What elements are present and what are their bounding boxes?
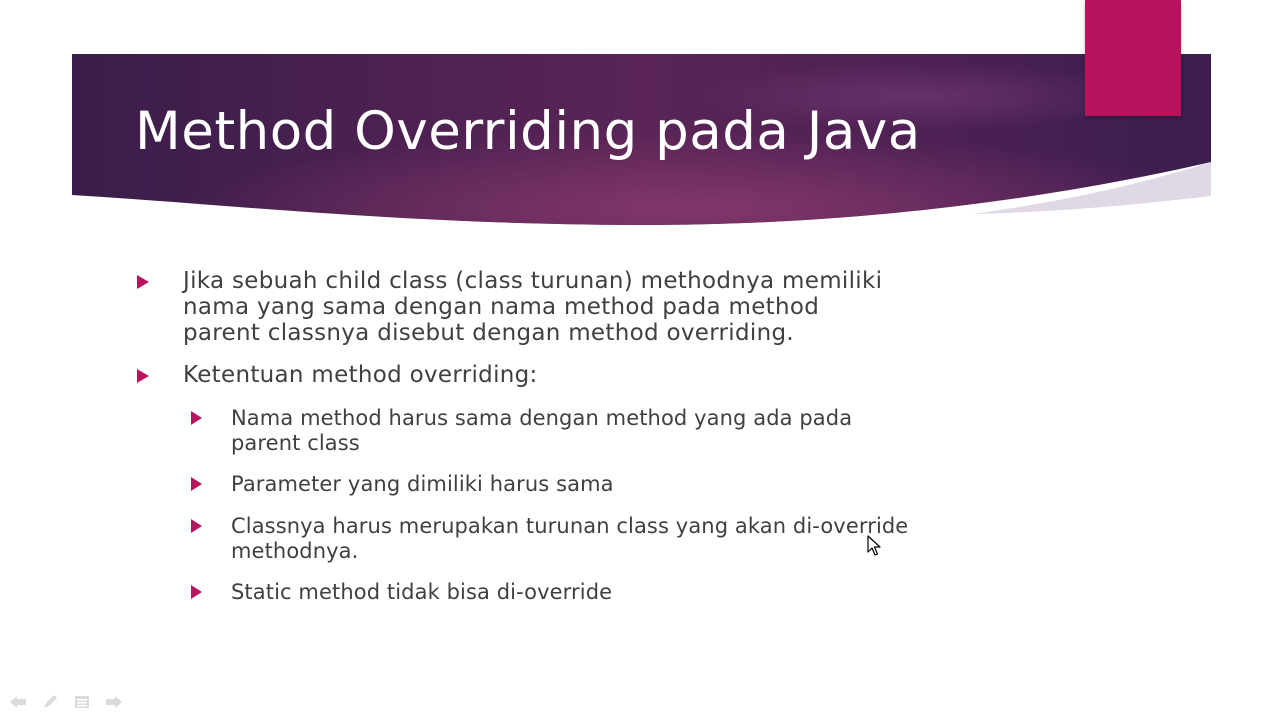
next-slide-button[interactable]: [102, 693, 126, 711]
triangle-right-icon: [191, 585, 202, 599]
triangle-right-icon: [191, 411, 202, 425]
sub-bullet-item: [191, 406, 852, 456]
slide-menu-button[interactable]: [70, 693, 94, 711]
triangle-right-icon: [137, 275, 149, 289]
sub-bullet-text: Nama method harus sama dengan method yang ada pada parent class: [231, 406, 853, 455]
bullet-item: [137, 362, 538, 388]
triangle-right-icon: [191, 519, 202, 533]
next-slide-icon: [105, 695, 123, 709]
triangle-right-icon: [137, 369, 149, 383]
bullet-item: [137, 268, 882, 346]
pen-tool-button[interactable]: [38, 693, 62, 711]
pen-icon: [42, 694, 58, 710]
sub-bullet-item: [191, 580, 612, 605]
slide-menu-icon: [74, 695, 90, 709]
sub-bullet-item: [191, 472, 614, 497]
triangle-right-icon: [191, 477, 202, 491]
slideshow-controls: [6, 693, 126, 711]
sub-bullet-text: Static method tidak bisa di-override: [231, 580, 613, 604]
previous-slide-button[interactable]: [6, 693, 30, 711]
mouse-pointer-icon: [867, 535, 881, 557]
slide-title: Method Overriding pada Java: [135, 101, 921, 162]
sub-bullet-text: Parameter yang dimiliki harus sama: [231, 472, 614, 496]
previous-slide-icon: [9, 695, 27, 709]
bullet-text: Jika sebuah child class (class turunan) methodnya memiliki nama yang sama dengan nama method pada method parent classnya disebut dengan method overriding.: [183, 268, 883, 346]
sub-bullet-item: [191, 514, 908, 564]
bullet-text: Ketentuan method overriding:: [183, 362, 538, 388]
sub-bullet-text: Classnya harus merupakan turunan class yang akan di-override methodnya.: [231, 514, 909, 563]
